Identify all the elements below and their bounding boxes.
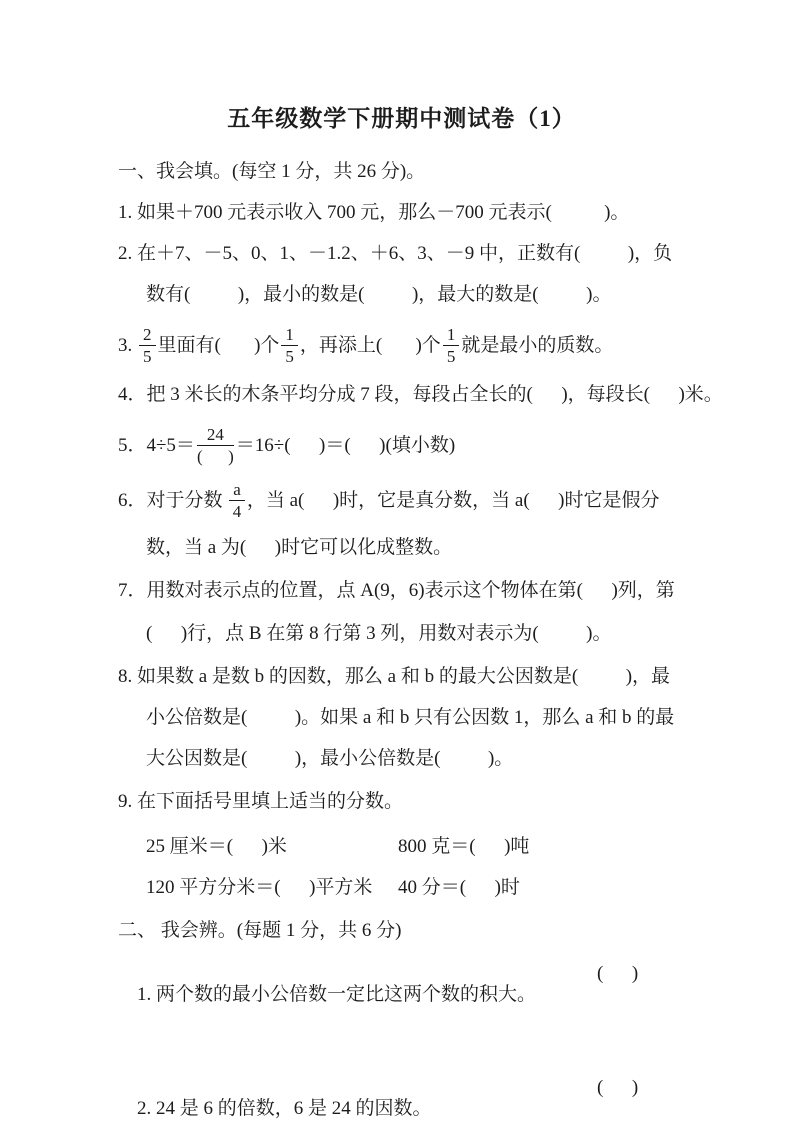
question-5-text-1: 5．4÷5＝	[118, 435, 195, 456]
question-2-line2: 数有( )，最小的数是( )，最大的数是( )。	[146, 284, 612, 305]
question-9-row1	[118, 836, 685, 857]
question-1: 1. 如果＋700 元表示收入 700 元，那么－700 元表示( )。	[118, 202, 630, 223]
question-8-line2: 小公倍数是( )。如果 a 和 b 只有公因数 1，那么 a 和 b 的最	[146, 707, 675, 728]
question-3-text-3: 就是最小的质数。	[461, 335, 614, 356]
page-title: 五年级数学下册期中测试卷（1）	[227, 106, 576, 131]
question-8-line1: 8. 如果数 a 是数 b 的因数，那么 a 和 b 的最大公因数是( )，最	[118, 666, 671, 687]
question-4: 4．把 3 米长的木条平均分成 7 段，每段占全长的( )，每段长( )米。	[118, 384, 723, 405]
question-5	[118, 425, 685, 466]
question-7-line2: ( )行，点 B 在第 8 行第 3 列，用数对表示为( )。	[146, 623, 612, 644]
question-7-line1: 7．用数对表示点的位置，点 A(9，6)表示这个物体在第( )列，第	[118, 580, 675, 601]
section2-question-1	[118, 963, 685, 1047]
fraction-a-over-4: $\frac{a}{4}$	[229, 480, 245, 521]
fraction-24-over-blank: $\frac{24}{( )}$	[196, 425, 234, 466]
section2-heading: 二、 我会辨。(每题 1 分，共 6 分)	[118, 920, 402, 941]
question-6-text-2: ，当 a( )时，它是真分数，当 a( )时它是假分	[246, 490, 660, 511]
question-6-line2: 数，当 a 为( )时它可以化成整数。	[146, 537, 453, 558]
conversion-min-to-h: 40 分＝( )时	[398, 877, 520, 898]
fraction-two-fifths: $\frac{2}{5}$	[139, 325, 156, 366]
question-3-text-2: ，再添上( )个	[299, 335, 441, 356]
fraction-one-fifth: $\frac{1}{5}$	[443, 325, 460, 366]
question-6-text-1: 6．对于分数	[118, 490, 228, 511]
question-3-text-1: 里面有( )个	[157, 335, 280, 356]
section2-question-1-answer-parens: ( )	[597, 963, 639, 984]
conversion-sqdm-to-sqm: 120 平方分米＝( )平方米	[146, 877, 373, 898]
section2-question-2-answer-parens: ( )	[597, 1077, 639, 1098]
question-3	[118, 325, 685, 366]
question-6-line1	[118, 480, 685, 521]
section2-question-2-text: 2. 24 是 6 的倍数，6 是 24 的因数。	[137, 1098, 432, 1119]
question-2-line1: 2. 在＋7、－5、0、1、－1.2、＋6、3、－9 中，正数有( )，负	[118, 243, 673, 264]
section1-heading: 一、我会填。(每空 1 分，共 26 分)。	[118, 161, 426, 182]
question-3-number: 3.	[118, 335, 137, 356]
question-8-line3: 大公因数是( )，最小公倍数是( )。	[146, 748, 514, 769]
question-9-row2	[118, 877, 685, 898]
section2-question-1-text: 1. 两个数的最小公倍数一定比这两个数的积大。	[137, 984, 537, 1005]
section2-question-2	[118, 1077, 685, 1122]
question-9-intro: 9. 在下面括号里填上适当的分数。	[118, 791, 404, 812]
conversion-cm-to-m: 25 厘米＝( )米	[146, 836, 287, 857]
fraction-one-fifth: $\frac{1}{5}$	[281, 325, 298, 366]
conversion-g-to-t: 800 克＝( )吨	[398, 836, 530, 857]
question-5-text-2: ＝16÷( )＝( )(填小数)	[235, 435, 456, 456]
